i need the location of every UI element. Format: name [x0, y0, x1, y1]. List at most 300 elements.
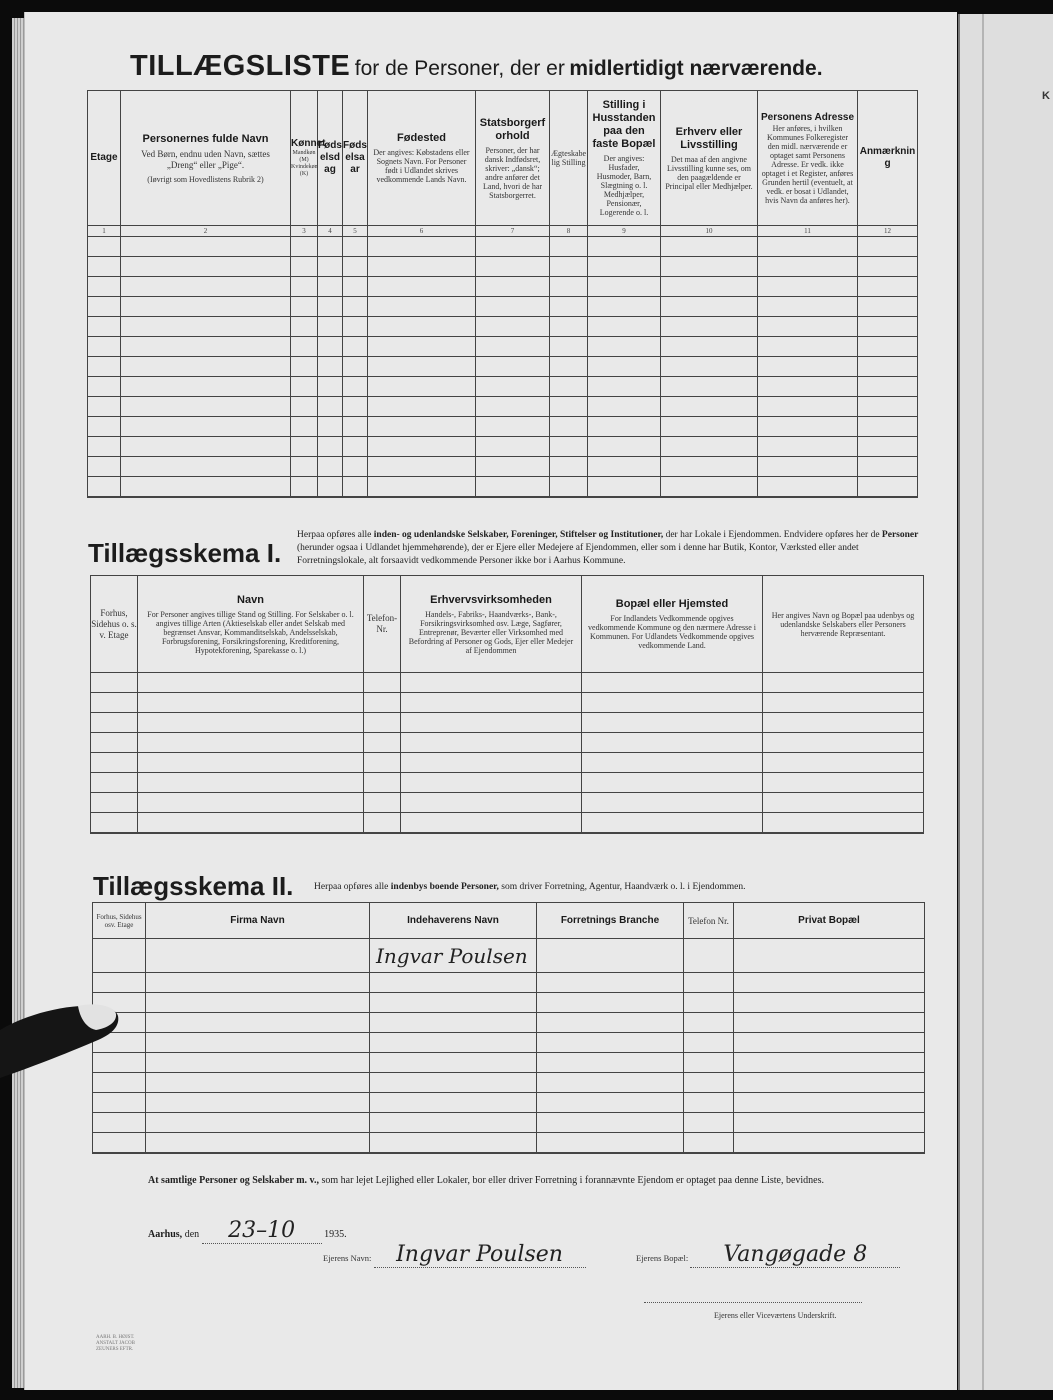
table-cell: [146, 993, 370, 1013]
next-page-letter: K: [1042, 90, 1050, 102]
table-cell: [370, 1113, 537, 1133]
table-row: [88, 477, 918, 498]
table-cell: [476, 457, 550, 477]
table-cell: [476, 477, 550, 498]
date-handwritten: 23–10: [228, 1218, 296, 1243]
owner-name-row: Ejerens Navn: Ingvar Poulsen: [323, 1242, 586, 1268]
s1-col-erhverv: Erhvervsvirksomheden Handels-, Fabriks-, Haandværks-, Bank-, Forsikringsvirksomhed osv. Læge, Sagfører, Entreprenør, Beværter eller Virksomhed med Befordring af Personer og Gods, Ejer eller Medejer af Ejendommen: [401, 576, 582, 673]
table-cell: [537, 1133, 684, 1154]
table-cell: [318, 337, 343, 357]
table-cell: [401, 673, 582, 693]
table-cell: [368, 377, 476, 397]
table-cell: [582, 733, 763, 753]
table-cell: [734, 973, 925, 993]
table-cell: [734, 1073, 925, 1093]
table-cell: [401, 693, 582, 713]
table-cell: [684, 1033, 734, 1053]
s2-col-branche: Forretnings Branche: [537, 903, 684, 939]
table-cell: [476, 357, 550, 377]
table-row: [93, 973, 925, 993]
table-row: [93, 1093, 925, 1113]
table-cell: [370, 973, 537, 993]
table-cell: [121, 437, 291, 457]
s2-col-indehaver: Indehaverens Navn: [370, 903, 537, 939]
table-cell: [121, 297, 291, 317]
table-cell: [138, 673, 364, 693]
table-cell: [582, 753, 763, 773]
table-cell: [661, 357, 758, 377]
table-cell: [661, 397, 758, 417]
table-cell: [146, 1113, 370, 1133]
table-cell: [121, 317, 291, 337]
table-cell: [91, 713, 138, 733]
table-cell: [343, 337, 368, 357]
table-cell: [291, 297, 318, 317]
table-cell: [88, 417, 121, 437]
table-cell: [758, 437, 858, 457]
table-cell: [758, 377, 858, 397]
table-cell: [146, 1013, 370, 1033]
table-cell: [318, 417, 343, 437]
table-row: [91, 673, 924, 693]
table-cell: [858, 297, 918, 317]
table-cell: [684, 993, 734, 1013]
table-cell: [858, 357, 918, 377]
table-cell: [858, 337, 918, 357]
s1-col-navn: Navn For Personer angives tillige Stand og Stilling. For Selskaber o. l. angives tillige Arten (Aktieselskab eller andet Selskab med begrænset Ansvar, Kommanditselskab, Andelsselskab, Forbrugsforening, Forsikringsforening, Kreditforening, Hypotekforening, Sparekasse o. l.): [138, 576, 364, 673]
table-cell: [858, 277, 918, 297]
signature-label: Ejerens eller Viceværtens Underskrift.: [714, 1311, 837, 1320]
table-cell: [291, 277, 318, 297]
table-cell: [550, 317, 588, 337]
skema1-text: Herpaa opføres alle inden- og udenlandske Selskaber, Foreninger, Stiftelser og Institutioner, der har Lokale i Ejendommen. Endvidere opføres her de Personer (herunder ogsaa i Udlandet hjemmehørende), der er Ejere eller Medejere af Ejendommen, eller som i denne har Butik, Kontor, Værksted eller andet Forretningslokale, alt forsaavidt vedkommende Personer ikke bor i Aarhus Kommune.: [297, 530, 919, 566]
table-row: [91, 733, 924, 753]
table-cell: [661, 477, 758, 498]
table-cell: [763, 693, 924, 713]
table-cell: [734, 1113, 925, 1133]
table-cell: [343, 457, 368, 477]
table-cell: [537, 1093, 684, 1113]
table-cell: [588, 437, 661, 457]
table-cell: [368, 337, 476, 357]
title-emph: midlertidigt nærværende.: [569, 57, 823, 80]
table-row: [88, 397, 918, 417]
tillaegsliste-table: [87, 90, 918, 498]
table-cell: [661, 257, 758, 277]
table-row: [91, 753, 924, 773]
table-cell: [88, 297, 121, 317]
table-cell: [758, 457, 858, 477]
table-cell: [758, 397, 858, 417]
table-cell: [138, 753, 364, 773]
table-cell: [588, 277, 661, 297]
table-cell: [758, 417, 858, 437]
table-cell: [550, 437, 588, 457]
table-row: [88, 457, 918, 477]
table-cell: [121, 337, 291, 357]
table-cell: [318, 377, 343, 397]
table-cell: [146, 1133, 370, 1154]
table-cell: [550, 297, 588, 317]
table-cell: [121, 417, 291, 437]
table-cell: [291, 257, 318, 277]
table-cell: [734, 1013, 925, 1033]
table-cell: [138, 813, 364, 834]
table-cell: [88, 477, 121, 498]
table-cell: [91, 793, 138, 813]
table-cell: [582, 713, 763, 733]
table-cell: [401, 773, 582, 793]
table-row: [88, 377, 918, 397]
table-cell: [121, 357, 291, 377]
table-row: [93, 1113, 925, 1133]
table-cell: [291, 357, 318, 377]
table-cell: [763, 673, 924, 693]
table-cell: [684, 1093, 734, 1113]
table-cell: [476, 377, 550, 397]
table-cell: [758, 477, 858, 498]
table-cell: [476, 317, 550, 337]
table-cell: [368, 397, 476, 417]
thumb-image: [0, 1000, 120, 1090]
table-cell: [121, 377, 291, 397]
table-cell: [343, 437, 368, 457]
table-cell: [318, 397, 343, 417]
col-koennet: Kønnet Mandkøn (M) Kvindekøn (K): [291, 91, 318, 226]
table-cell: [758, 257, 858, 277]
indehaver-name: Ingvar Poulsen: [376, 943, 528, 968]
table-cell: [146, 973, 370, 993]
table-cell: [476, 297, 550, 317]
table-cell: [318, 437, 343, 457]
table-cell: [758, 237, 858, 257]
col-erhverv: Erhverv eller Livsstilling Det maa af den angivne Livsstilling kunne ses, om den paagældende er Principal eller Medhjælper.: [661, 91, 758, 226]
table-cell: [364, 733, 401, 753]
table-cell: [368, 357, 476, 377]
table-cell: [93, 1093, 146, 1113]
table-cell: [368, 417, 476, 437]
col-navn: Personernes fulde Navn Ved Børn, endnu uden Navn, sættes „Dreng“ eller „Pige“. (Iøvrigt som Hovedlistens Rubrik 2): [121, 91, 291, 226]
col-aegteskab: Ægteskabelig Stilling: [550, 91, 588, 226]
table-cell: [582, 793, 763, 813]
s2-col-firma: Firma Navn: [146, 903, 370, 939]
table-cell: [138, 713, 364, 733]
table-cell: [318, 257, 343, 277]
table-cell: [364, 713, 401, 733]
table-cell: [91, 753, 138, 773]
table-cell: [138, 773, 364, 793]
table-cell: [537, 993, 684, 1013]
table-cell: [582, 693, 763, 713]
table-cell: [291, 397, 318, 417]
table-cell: [661, 297, 758, 317]
table-cell: [858, 477, 918, 498]
table-cell: [684, 1113, 734, 1133]
table-row: [88, 357, 918, 377]
next-page: [958, 14, 1053, 1390]
table-cell: [88, 357, 121, 377]
table-cell: [588, 397, 661, 417]
table-cell: [343, 417, 368, 437]
table-cell: [763, 753, 924, 773]
table-cell: [343, 397, 368, 417]
table-cell: [550, 237, 588, 257]
table-cell: [364, 813, 401, 834]
table-cell: [121, 477, 291, 498]
table-cell: [550, 277, 588, 297]
table-cell: [291, 377, 318, 397]
table-cell: [370, 1093, 537, 1113]
table-cell: [661, 337, 758, 357]
table-cell: [91, 733, 138, 753]
table-cell: [684, 1073, 734, 1093]
table-cell: [368, 277, 476, 297]
table-cell: [121, 277, 291, 297]
table-cell: [318, 277, 343, 297]
table-row: [93, 1053, 925, 1073]
table-cell: [476, 337, 550, 357]
skema2-text: Herpaa opføres alle indenbys boende Personer, som driver Forretning, Agentur, Haandværk o. l. i Ejendommen.: [314, 882, 746, 892]
skema1-table: [90, 575, 924, 834]
table-cell: [138, 733, 364, 753]
page-strip: [982, 14, 984, 1390]
table-cell: [858, 237, 918, 257]
table-cell: [370, 993, 537, 1013]
table-row: [93, 1013, 925, 1033]
table-row: [88, 337, 918, 357]
table-cell: [734, 1133, 925, 1154]
table-cell: [588, 317, 661, 337]
table-row: [91, 793, 924, 813]
table-cell: [364, 773, 401, 793]
declaration: At samtlige Personer og Selskaber m. v., som har lejet Lejlighed eller Lokaler, bor eller driver Forretning i forannævnte Ejendom er optaget paa denne Liste, bevidnes.: [148, 1175, 824, 1186]
table-cell: [476, 437, 550, 457]
table-cell: [291, 317, 318, 337]
table-cell: [91, 813, 138, 834]
table-row: [93, 1033, 925, 1053]
table-cell: [401, 713, 582, 733]
table-cell: [763, 813, 924, 834]
table-cell: [550, 417, 588, 437]
table-cell: [588, 297, 661, 317]
table-cell: [858, 437, 918, 457]
table-cell: [684, 1053, 734, 1073]
table-cell: [318, 297, 343, 317]
table-cell: [661, 437, 758, 457]
table-cell: [318, 317, 343, 337]
table-cell: [88, 437, 121, 457]
table-row: [93, 1133, 925, 1154]
table-cell: [343, 237, 368, 257]
table-cell: [146, 1053, 370, 1073]
table-cell: [758, 317, 858, 337]
table-cell: [858, 397, 918, 417]
table-cell: [370, 1133, 537, 1154]
table-row: [91, 693, 924, 713]
table-cell: [550, 457, 588, 477]
table-cell: [758, 337, 858, 357]
table-cell: [537, 1053, 684, 1073]
table-cell: [368, 257, 476, 277]
table-row: [91, 813, 924, 834]
table-cell: [550, 477, 588, 498]
table-cell: [91, 773, 138, 793]
table-cell: [364, 793, 401, 813]
table-row: [93, 993, 925, 1013]
table-cell: [364, 673, 401, 693]
table-cell: [858, 257, 918, 277]
table-cell: [88, 397, 121, 417]
table-row: [93, 939, 925, 973]
table-cell: [88, 377, 121, 397]
table-cell: [146, 1033, 370, 1053]
table-cell: [537, 1013, 684, 1033]
table-row: [88, 237, 918, 257]
table-cell: [763, 773, 924, 793]
table-row: [88, 257, 918, 277]
owner-name: Ingvar Poulsen: [396, 1242, 563, 1267]
table-cell: [368, 237, 476, 257]
table-cell: [684, 1013, 734, 1033]
col-stilling: Stilling i Husstanden paa den faste Bopæl Der angives: Husfader, Husmoder, Barn, Slægtning o. l. Medhjælper, Pensionær, Logerende o. l.: [588, 91, 661, 226]
table-cell: [758, 297, 858, 317]
s1-col-telefon: Telefon-Nr.: [364, 576, 401, 673]
table-cell: [368, 437, 476, 457]
table-cell: [763, 733, 924, 753]
s1-col-repraesentant: Her angives Navn og Bopæl paa udenbys og udenlandske Selskabers eller Personers herværende Repræsentant.: [763, 576, 924, 673]
table-cell: [138, 793, 364, 813]
table-cell: [368, 297, 476, 317]
table-cell: [88, 237, 121, 257]
table-cell: [88, 457, 121, 477]
table-cell: [763, 713, 924, 733]
table-cell: [291, 337, 318, 357]
table-cell: [550, 377, 588, 397]
table-cell: [401, 753, 582, 773]
table-cell: [93, 1113, 146, 1133]
table-cell: [368, 317, 476, 337]
table-cell: [343, 357, 368, 377]
table-cell: [684, 1133, 734, 1154]
table-cell: [550, 337, 588, 357]
table-cell: [318, 457, 343, 477]
table-cell: [88, 277, 121, 297]
s2-col-bopael: Privat Bopæl: [734, 903, 925, 939]
table-cell: [588, 337, 661, 357]
table-cell: [537, 1033, 684, 1053]
table-cell: [138, 693, 364, 713]
table-cell: [550, 257, 588, 277]
table-cell: [858, 417, 918, 437]
table-cell: [401, 813, 582, 834]
table-cell: [370, 1033, 537, 1053]
table-cell: [93, 1133, 146, 1154]
table-cell: [588, 237, 661, 257]
skema1-title: Tillægsskema I.: [88, 538, 282, 568]
table-cell: [763, 793, 924, 813]
table-cell: [537, 1113, 684, 1133]
s1-col-bopael: Bopæl eller Hjemsted For Indlandets Vedkommende opgives vedkommende Kommune og den nærmere Adresse i Kommunen. For Udlandets Vedkommende opgives vedkommende Land.: [582, 576, 763, 673]
table-cell: [93, 973, 146, 993]
table-row: [88, 317, 918, 337]
table-cell: [758, 357, 858, 377]
table-row: [91, 713, 924, 733]
table-cell: [318, 357, 343, 377]
table-cell: [291, 237, 318, 257]
table-cell: [401, 793, 582, 813]
page-title: [130, 50, 823, 83]
table-cell: [121, 397, 291, 417]
table-cell: [661, 317, 758, 337]
table-cell: [734, 1053, 925, 1073]
table-cell: [88, 317, 121, 337]
table-cell: [582, 813, 763, 834]
table-cell: [343, 257, 368, 277]
owner-address: Vangøgade 8: [723, 1242, 868, 1267]
table-cell: [537, 1073, 684, 1093]
table-cell: [661, 457, 758, 477]
col-foedested: Fødested Der angives: Købstadens eller Sognets Navn. For Personer født i Udlandet skrives vedkommende Lands Navn.: [368, 91, 476, 226]
table-cell: [661, 237, 758, 257]
printer-imprint: AARH. B. HØJST. ANSTALT JACOB ZEUNERS EFTR.: [96, 1335, 135, 1352]
table-cell: [401, 733, 582, 753]
table-cell: [476, 237, 550, 257]
table-cell: [684, 973, 734, 993]
table-cell: [734, 1093, 925, 1113]
col-anmaerkning: Anmærkning: [858, 91, 918, 226]
signature-line: [644, 1302, 862, 1303]
table-cell: [146, 1073, 370, 1093]
table-row: [93, 1073, 925, 1093]
table-cell: [364, 753, 401, 773]
table-cell: [858, 457, 918, 477]
table-row: [88, 417, 918, 437]
table-cell: [582, 673, 763, 693]
table-cell: [734, 993, 925, 1013]
col-adresse: Personens Adresse Her anføres, i hvilken Kommunes Folkeregister den midl. nærværende er optaget samt Personens Adresse. Er vedk. ikke optaget i et Register, anføres Grunden hertil (eventuelt, at vedk. er bosat i Udlandet, hvis Navn da anføres her).: [758, 91, 858, 226]
table-cell: [121, 457, 291, 477]
table-cell: [291, 437, 318, 457]
table-row: [88, 277, 918, 297]
table-row: [88, 437, 918, 457]
table-cell: [291, 457, 318, 477]
table-cell: [370, 1073, 537, 1093]
table-cell: [858, 317, 918, 337]
s2-col-etage: Forhus, Sidehus osv. Etage: [93, 903, 146, 939]
table-cell: [476, 257, 550, 277]
table-cell: [550, 357, 588, 377]
table-row: [88, 297, 918, 317]
table-cell: [476, 417, 550, 437]
table-cell: [582, 773, 763, 793]
table-cell: [537, 973, 684, 993]
table-row: [91, 773, 924, 793]
col-etage: Etage: [88, 91, 121, 226]
table-cell: [588, 357, 661, 377]
table-cell: [146, 1093, 370, 1113]
date-line: Aarhus, den 23–10 1935.: [148, 1218, 347, 1243]
table-cell: [588, 257, 661, 277]
table-cell: [368, 457, 476, 477]
col-statsborger: Statsborgerforhold Personer, der har dansk Indfødsret, skriver: „dansk“; andre anfører det Land, hvori de har Statsborgerret.: [476, 91, 550, 226]
table-cell: [368, 477, 476, 498]
col-foedselsaar: Fødselsaar: [343, 91, 368, 226]
table-cell: [476, 277, 550, 297]
skema2-table: [92, 902, 925, 1154]
table-cell: [588, 417, 661, 437]
s2-col-telefon: Telefon Nr.: [684, 903, 734, 939]
table-cell: [661, 417, 758, 437]
